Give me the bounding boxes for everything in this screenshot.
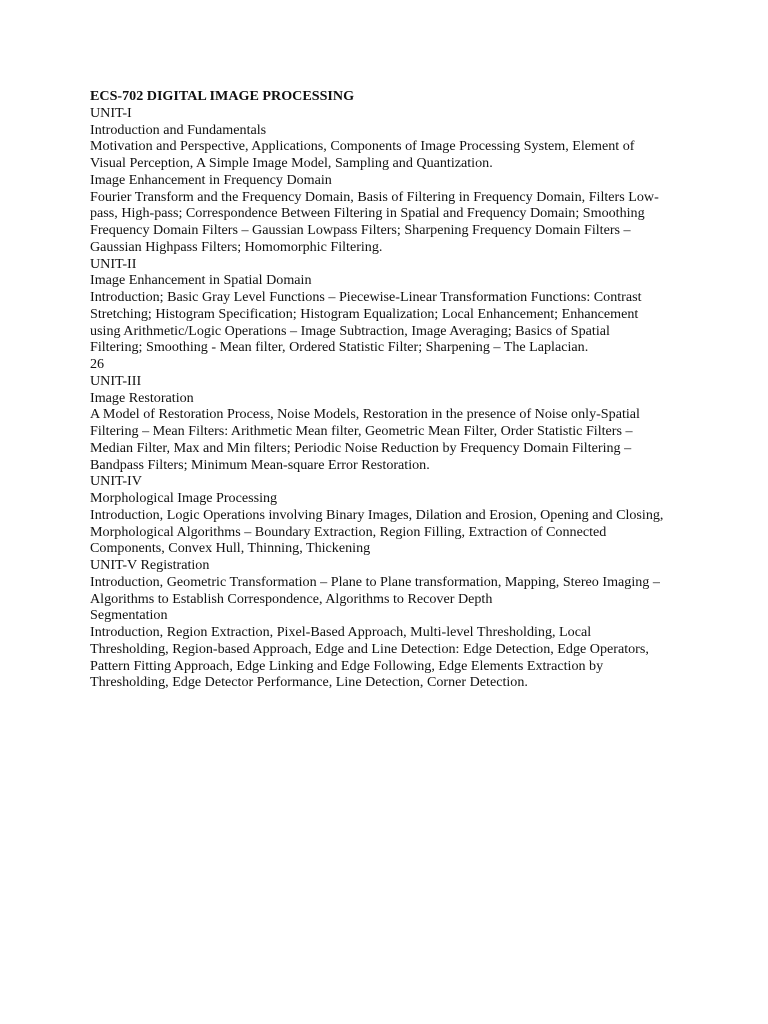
body-line: Pattern Fitting Approach, Edge Linking and Edge Following, Edge Elements Extraction by [90,657,604,674]
section-heading: Image Enhancement in Spatial Domain [90,272,312,289]
body-line: Introduction, Logic Operations involving Binary Images, Dilation and Erosion, Opening and Closing, [90,506,664,523]
body-line: Introduction, Geometric Transformation – Plane to Plane transformation, Mapping, Stereo Imaging – [90,573,660,590]
page-number: 26 [90,356,105,372]
body-line: Components, Convex Hull, Thinning, Thickening [90,540,371,557]
body-line: Stretching; Histogram Specification; Histogram Equalization; Local Enhancement; Enhancement [90,305,639,322]
body-line: Filtering – Mean Filters: Arithmetic Mean filter, Geometric Mean Filter, Order Statistic Filters – [90,423,633,439]
unit-heading: UNIT-IV [90,473,142,490]
document-title: ECS-702 DIGITAL IMAGE PROCESSING [90,88,355,104]
body-line: Bandpass Filters; Minimum Mean-square Error Restoration. [90,456,430,473]
body-line: Thresholding, Edge Detector Performance, Line Detection, Corner Detection. [90,674,528,691]
body-line: using Arithmetic/Logic Operations – Image Subtraction, Image Averaging; Basics of Spatial [90,322,610,339]
body-line: Introduction, Region Extraction, Pixel-Based Approach, Multi-level Thresholding, Local [90,624,592,640]
body-line: Morphological Algorithms – Boundary Extraction, Region Filling, Extraction of Connected [90,523,607,540]
body-line: Fourier Transform and the Frequency Domain, Basis of Filtering in Frequency Domain, Filters Low- [90,188,659,205]
unit-heading: UNIT-I [90,104,132,121]
body-line: pass, High-pass; Correspondence Between Filtering in Spatial and Frequency Domain; Smoothing [90,205,645,222]
document-page [90,88,690,691]
body-line: Filtering; Smoothing - Mean filter, Ordered Statistic Filter; Sharpening – The Laplacian. [90,339,589,356]
unit-heading: UNIT-II [90,255,137,272]
unit-heading: UNIT-V Registration [90,557,210,573]
body-line: Visual Perception, A Simple Image Model, Sampling and Quantization. [90,155,493,171]
body-line: Thresholding, Region-based Approach, Edge and Line Detection: Edge Detection, Edge Operators, [90,640,649,657]
section-heading: Introduction and Fundamentals [90,121,267,138]
body-line: Motivation and Perspective, Applications, Components of Image Processing System, Element of [90,138,635,155]
body-line: Algorithms to Establish Correspondence, Algorithms to Recover Depth [90,590,493,607]
body-line: Gaussian Highpass Filters; Homomorphic Filtering. [90,238,383,255]
body-line: Introduction; Basic Gray Level Functions – Piecewise-Linear Transformation Functions: Contrast [90,289,642,305]
section-heading: Segmentation [90,607,168,624]
section-heading: Image Enhancement in Frequency Domain [90,171,332,188]
section-heading: Morphological Image Processing [90,490,278,506]
body-line: Median Filter, Max and Min filters; Periodic Noise Reduction by Frequency Domain Filtering – [90,439,632,456]
body-line: Frequency Domain Filters – Gaussian Lowpass Filters; Sharpening Frequency Domain Filters – [90,222,631,238]
unit-heading: UNIT-III [90,372,142,389]
body-line: A Model of Restoration Process, Noise Models, Restoration in the presence of Noise only-Spatial [90,406,640,423]
section-heading: Image Restoration [90,389,194,406]
